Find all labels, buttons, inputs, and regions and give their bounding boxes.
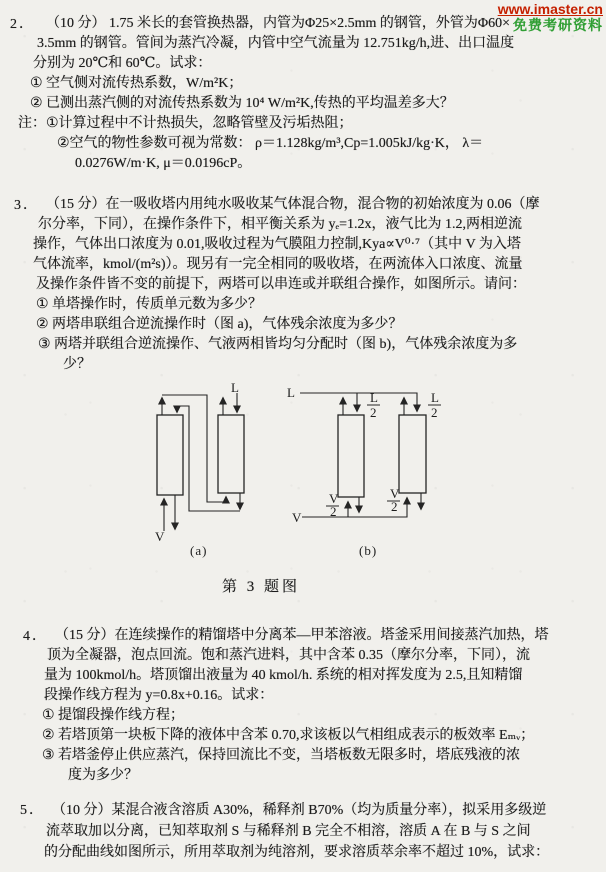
column-b-left	[338, 415, 364, 497]
text-line: 及操作条件皆不变的前提下，两塔可以串连或并联组合操作，如图所示。请问：	[36, 277, 526, 292]
fraction-gas-half-right	[387, 486, 400, 514]
text-line: 量为 100kmol/h。塔顶馏出液量为 40 kmol/h. 系统的相对挥发度为 2.5,且知精馏	[44, 668, 523, 683]
text-line: 操作，气体出口浓度为 0.01,吸收过程为气膜阻力控制,Kya∝V⁰·⁷（其中 V 为入塔	[33, 237, 521, 252]
fraction-liquid-half-right	[428, 390, 441, 420]
fraction-numerator: L	[431, 390, 439, 405]
fraction-gas-half-left	[326, 491, 339, 519]
text-line: 度为多少？	[68, 768, 138, 783]
fraction-numerator: V	[390, 486, 400, 501]
text-line: 段操作线方程为 y=0.8x+0.16。试求：	[44, 688, 274, 703]
pipe-gas-transfer	[162, 395, 226, 502]
fraction-numerator: V	[329, 491, 339, 506]
text-line: 尔分率，下同），在操作条件下，相平衡关系为 yₑ=1.2x，液气比为 1.2,两相逆流	[38, 217, 522, 232]
text-line: 流萃取加以分离，已知萃取剂 S 与稀释剂 B 完全不相溶，溶质 A 在 B 与 S 之间	[46, 824, 531, 839]
text-line: ③ 两塔并联组合逆流操作、气液两相皆均匀分配时（图 b)，气体残余浓度为多	[38, 337, 518, 352]
text-line: ③ 若塔釜停止供应蒸汽，保持回流比不变，当塔板数无限多时，塔底残液的浓	[42, 748, 521, 763]
pipe-liquid-transfer	[177, 406, 240, 511]
text-line: （10 分） 1.75 米长的套管换热器，内管为Φ25×2.5mm 的钢管，外管为Φ60×	[46, 16, 511, 31]
fraction-denominator: 2	[431, 405, 438, 420]
column-a-left	[157, 415, 183, 495]
fraction-numerator: L	[370, 390, 378, 405]
question-number: 2．	[10, 17, 35, 32]
question-4	[0, 626, 606, 786]
text-line: （15 分）在一吸收塔内用纯水吸收某气体混合物，混合物的初始浓度为 0.06（摩	[46, 197, 540, 212]
absorption-towers-diagram	[130, 383, 530, 575]
question-number: 4．	[23, 629, 48, 644]
text-line: ① 提馏段操作线方程；	[42, 708, 185, 723]
text-line: 少？	[63, 357, 91, 372]
label-liquid-feed-a: L	[231, 383, 239, 395]
fraction-denominator: 2	[330, 504, 337, 519]
text-line: （10 分）某混合液含溶质 A30%，稀释剂 B70%（均为质量分率），拟采用多级逆	[52, 803, 547, 818]
text-line: ②空气的物性参数可视为常数： ρ＝1.128kg/m³,Cp=1.005kJ/kg·K， λ＝	[57, 136, 484, 151]
figure-3-caption: 第 3 题图	[222, 579, 301, 595]
text-line: ② 已测出蒸汽侧的对流传热系数为 10⁴ W/m²K,传热的平均温差多大？	[30, 96, 454, 111]
caption-a: (a)	[190, 543, 208, 558]
watermark-url: www.imaster.cn	[497, 1, 603, 17]
label-gas-feed-b: V	[292, 510, 302, 525]
question-number: 5．	[20, 803, 45, 818]
text-line: 分别为 20℃和 60℃。试求：	[33, 56, 212, 71]
watermark	[498, 1, 603, 33]
fraction-liquid-half-left	[367, 390, 380, 420]
text-line: （15 分）在连续操作的精馏塔中分离苯—甲苯溶液。塔釜采用间接蒸汽加热，塔	[55, 628, 549, 643]
watermark-slogan: 免费考研资料	[513, 17, 603, 33]
question-3	[0, 195, 606, 375]
label-gas-feed-a: V	[155, 529, 165, 544]
figure-3	[130, 383, 530, 575]
text-line: ① 空气侧对流传热系数，W/m²K；	[30, 76, 243, 91]
diagram-a-series	[155, 383, 244, 558]
pipe-liquid-header	[300, 393, 417, 411]
text-line: 的分配曲线如图所示，所用萃取剂为纯溶剂，要求溶质萃余率不超过 10%，试求：	[44, 845, 550, 860]
diagram-b-parallel	[287, 385, 441, 558]
text-line: ② 若塔顶第一块板下降的液体中含苯 0.70,求该板以气相组成表示的板效率 Eₘᵥ；	[42, 728, 535, 743]
text-line: 0.0276W/m·K, μ＝0.0196cP。	[75, 156, 252, 171]
question-5	[0, 800, 606, 863]
text-line: 顶为全凝器，泡点回流。饱和蒸汽进料，其中含苯 0.35（摩尔分率，下同），流	[47, 648, 530, 663]
text-line: 注：①计算过程中不计热损失，忽略管壁及污垢热阻；	[18, 116, 353, 131]
fraction-denominator: 2	[391, 499, 398, 514]
text-line: ① 单塔操作时，传质单元数为多少？	[36, 297, 263, 312]
text-line: 气体流率，kmol/(m²s)）。现另有一完全相同的吸收塔，在两流体入口浓度、流量	[33, 257, 523, 272]
label-liquid-feed-b: L	[287, 385, 295, 400]
question-2	[0, 14, 606, 174]
question-number: 3．	[14, 198, 39, 213]
column-a-right	[218, 415, 244, 493]
text-line: 3.5mm 的钢管。管间为蒸汽冷凝，内管中空气流量为 12.751kg/h,进、出口温度	[37, 36, 515, 51]
text-line: ② 两塔串联组合逆流操作时（图 a)，气体残余浓度为多少？	[36, 317, 403, 332]
fraction-denominator: 2	[370, 405, 377, 420]
column-b-right	[399, 415, 426, 493]
caption-b: (b)	[359, 543, 378, 558]
